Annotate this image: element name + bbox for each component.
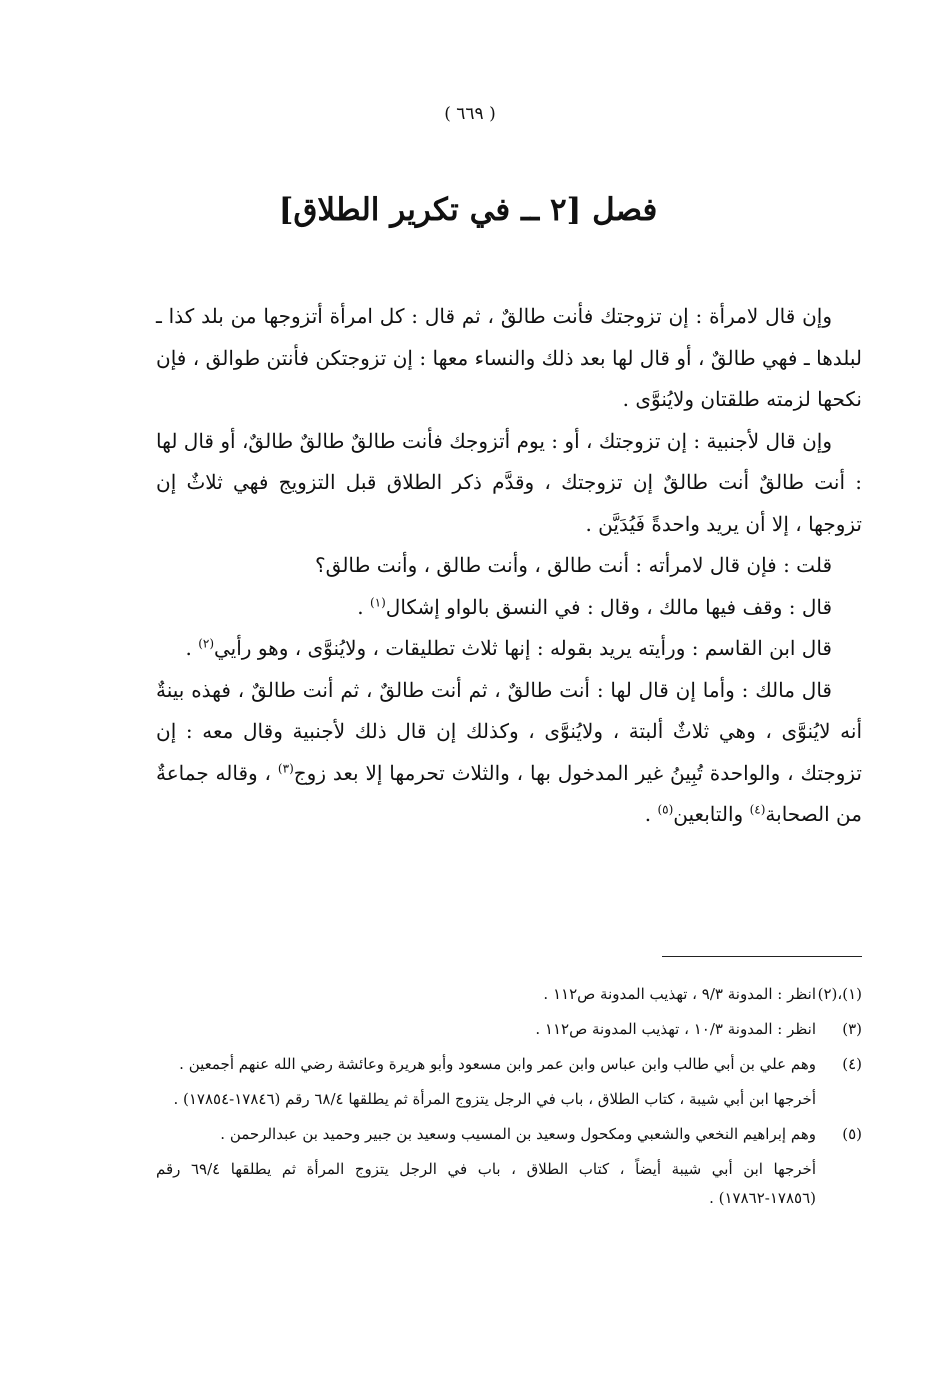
footnote-body xyxy=(156,1015,816,1044)
paragraph xyxy=(156,545,862,587)
footnote-text: أخرجها ابن أبي شيبة ، كتاب الطلاق ، باب في الرجل يتزوج المرأة ثم يطلقها ٦٨/٤ رقم (١٧٨٤٦-١٧٨٥٤) . xyxy=(173,1090,816,1108)
footnotes xyxy=(156,980,862,1219)
paragraph xyxy=(156,628,862,670)
footnote-number: (٤) xyxy=(842,1055,862,1073)
paragraph xyxy=(156,587,862,629)
paragraph-text: قلت : فإن قال لامرأته : أنت طالق ، وأنت طالق ، وأنت طالق؟ xyxy=(315,553,832,577)
footnote-body xyxy=(156,980,816,1009)
footnote-item xyxy=(156,980,862,1009)
paragraph-text: قال : وقف فيها مالك ، وقال : في النسق بالواو إشكال xyxy=(385,594,832,619)
footnote-ref: (٣) xyxy=(277,760,294,775)
sentence-end: . xyxy=(357,594,370,619)
footnote-divider xyxy=(662,956,862,957)
footnote-item xyxy=(156,1120,862,1213)
footnote-body xyxy=(156,1120,816,1213)
footnote-text: انظر : المدونة ١٠/٣ ، تهذيب المدونة ص١١٢ . xyxy=(535,1020,816,1038)
footnote-text: انظر : المدونة ٩/٣ ، تهذيب المدونة ص١١٢ . xyxy=(543,985,816,1003)
sentence-end: . xyxy=(644,802,658,826)
paragraph xyxy=(156,421,862,546)
footnote-text: أخرجها ابن أبي شيبة أيضاً ، كتاب الطلاق ، باب في الرجل يتزوج المرأة ثم يطلقها ٦٩/٤ رقم (١٧٨٥٦-١٧٨٦٢) . xyxy=(156,1160,816,1207)
main-text xyxy=(156,296,862,836)
sentence-end: . xyxy=(185,636,199,660)
paragraph xyxy=(156,296,862,421)
paragraph-text: والتابعين xyxy=(673,802,744,826)
paragraph-text: وإن قال لامرأة : إن تزوجتك فأنت طالقٌ ، ثم قال : كل امرأة أتزوجها من بلد كذا ـ لبلدها ـ فهي طالقٌ ، أو قال لها بعد ذلك والنساء معها : إن تزوجتكن فأنتن طوالق ، فإن نكحها لزمته طلقتان ولايُنوَّى . xyxy=(156,304,862,411)
paragraph-text: قال مالك : وأما إن قال لها : أنت طالقٌ ، ثم أنت طالقٌ ، ثم أنت طالقٌ ، فهذه بينةٌ أنه لايُنوَّى ، وهي ثلاثٌ ألبتة ، ولايُنوَّى ، وكذلك إن قال ذلك لأجنبية وقال معه : إن تزوجتك ، والواحدة تُبِينُ غير المدخول بها ، والثلاث تحرمها إلا بعد زوج xyxy=(156,677,863,785)
footnote-body xyxy=(156,1050,816,1114)
footnote-text: وهم علي بن أبي طالب وابن عباس وابن عمر وابن مسعود وأبو هريرة وعائشة رضي الله عنهم أجمعين . xyxy=(179,1055,816,1073)
paragraph xyxy=(156,670,862,836)
footnote-ref: (٥) xyxy=(657,802,674,817)
footnote-item xyxy=(156,1015,862,1044)
footnote-item xyxy=(156,1050,862,1114)
chapter-title: فصل [٢ ــ في تكرير الطلاق] xyxy=(278,192,658,228)
footnote-ref: (٤) xyxy=(749,802,766,817)
footnote-ref: (٢) xyxy=(198,636,215,651)
footnote-number: (٥) xyxy=(842,1125,862,1143)
footnote-number: (٣) xyxy=(842,1020,862,1038)
paragraph-text: ، وقاله جماعةٌ من الصحابة xyxy=(156,760,862,826)
paragraph-text: قال ابن القاسم : ورأيته يريد بقوله : إنها ثلاث تطليقات ، ولايُنوَّى ، وهو رأيي xyxy=(214,636,832,660)
footnote-text: وهم إبراهيم النخعي والشعبي ومكحول وسعيد بن المسيب وسعيد بن جبير وحميد بن عبدالرحمن . xyxy=(220,1125,816,1143)
footnote-ref: (١) xyxy=(369,594,386,609)
page-number: ( ٦٦٩ ) xyxy=(444,104,496,124)
paragraph-text: وإن قال لأجنبية : إن تزوجتك ، أو : يوم أتزوجك فأنت طالقٌ طالقٌ طالقٌ، أو قال لها : أنت طالقٌ أنت طالقٌ إن تزوجتك ، وقدَّم ذكر الطلاق قبل التزويج فهي ثلاثٌ إن تزوجها ، إلا أن يريد واحدةً فَيُدَيَّن . xyxy=(156,428,862,536)
footnote-number: (١)،(٢) xyxy=(817,985,862,1003)
